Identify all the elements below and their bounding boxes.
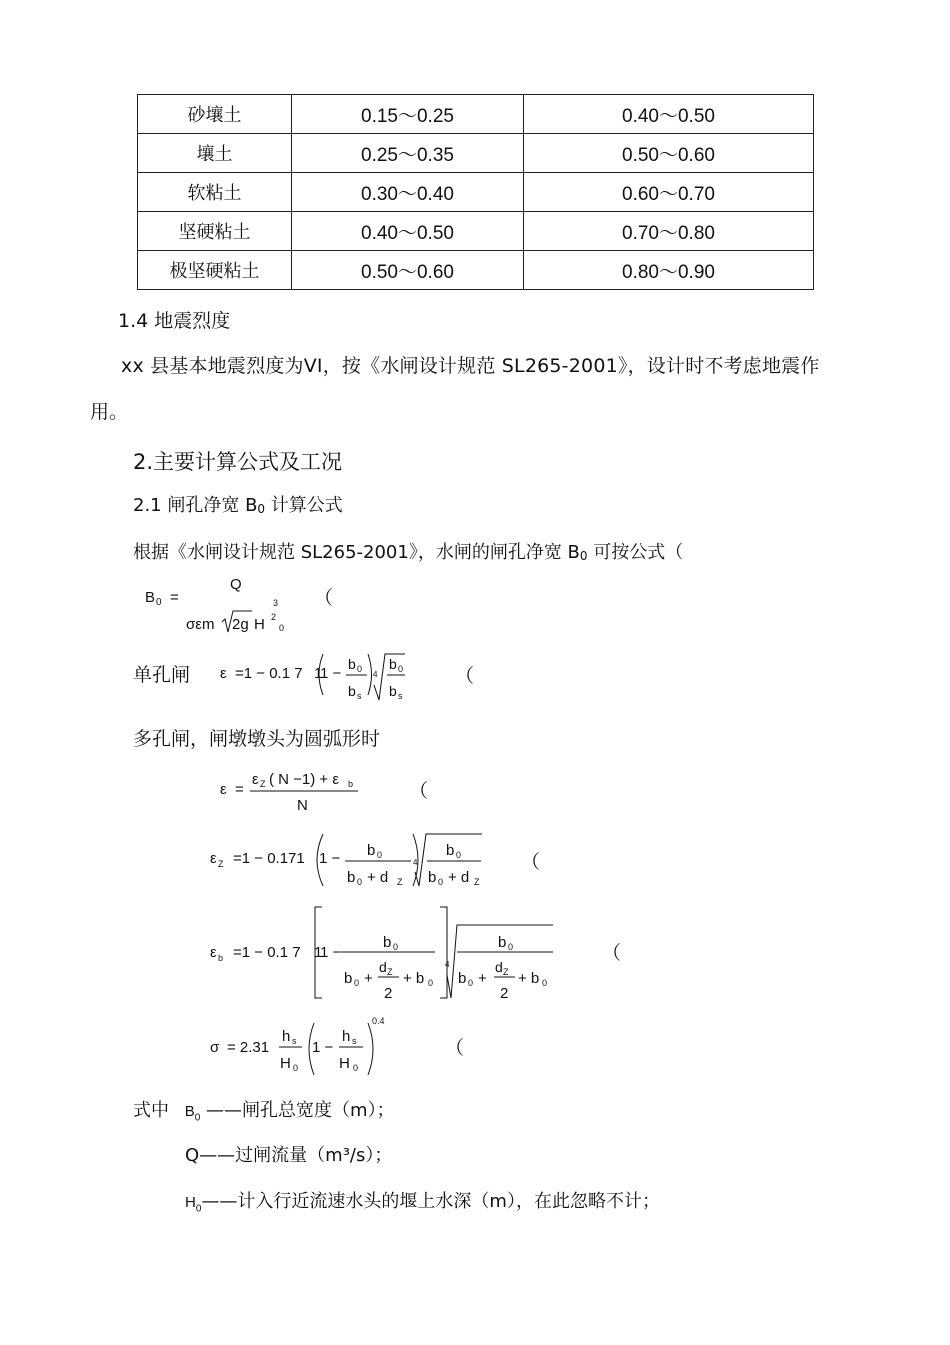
svg-text:b: b <box>458 970 467 987</box>
svg-text:b: b <box>348 656 356 672</box>
table-row <box>138 134 814 173</box>
definition-b0: 式中 $B_0$ ——闸孔总宽度（m）； <box>133 1100 395 1124</box>
coefficient-range-cell-2: 0.60～0.70 <box>524 173 814 212</box>
svg-text:Z: Z <box>260 779 266 789</box>
section-2-1-intro: 根据《水闸设计规范 SL265-2001》，水闸的闸孔净宽 $B_0$ 可按公式（ <box>133 542 684 563</box>
svg-text:0: 0 <box>156 597 162 608</box>
svg-text:1 −: 1 − <box>312 1039 334 1056</box>
svg-text:1 −: 1 − <box>320 665 342 682</box>
single-hole-label: 单孔闸 <box>133 664 191 686</box>
svg-text:s: s <box>292 1036 297 1046</box>
formula-sigma <box>205 1012 405 1077</box>
svg-text:b: b <box>347 869 356 886</box>
svg-text:b: b <box>389 656 397 672</box>
svg-text:H: H <box>280 1055 291 1072</box>
svg-text:=1 − 0.1 7: =1 − 0.1 7 <box>235 665 303 682</box>
svg-text:Z: Z <box>218 859 224 869</box>
formula-epsilon-single <box>215 645 415 705</box>
svg-text:=1 − 0.171: =1 − 0.171 <box>233 850 305 867</box>
svg-text:0: 0 <box>508 942 514 952</box>
svg-text:s: s <box>357 691 362 701</box>
svg-text:b: b <box>446 842 455 859</box>
svg-text:4: 4 <box>413 858 418 867</box>
coefficient-range-cell-2: 0.50～0.60 <box>524 134 814 173</box>
svg-text:=: = <box>170 589 179 606</box>
svg-text:+ d: + d <box>367 869 389 886</box>
svg-text:0: 0 <box>357 664 363 674</box>
svg-text:0: 0 <box>279 623 285 633</box>
svg-text:1 −: 1 − <box>320 944 342 961</box>
soil-type-cell: 砂壤土 <box>138 95 292 134</box>
svg-text:1: 1 <box>314 944 323 961</box>
svg-text:σ: σ <box>210 1039 220 1056</box>
coefficient-range-cell-2: 0.40～0.50 <box>524 95 814 134</box>
coefficient-range-cell: 0.50～0.60 <box>292 251 524 290</box>
formula-epsilon-b-paren: （ <box>602 942 622 964</box>
svg-text:0: 0 <box>428 978 434 988</box>
formula-sigma-paren: （ <box>445 1037 465 1059</box>
svg-text:h: h <box>282 1028 291 1045</box>
svg-text:Z: Z <box>474 877 480 887</box>
svg-text:H: H <box>254 616 265 633</box>
svg-text:0: 0 <box>357 877 363 887</box>
svg-text:Z: Z <box>387 967 393 977</box>
formula-epsilon-z <box>205 830 495 892</box>
svg-text:ε: ε <box>210 944 217 961</box>
svg-text:+ d: + d <box>448 869 470 886</box>
coefficient-range-cell-2: 0.80～0.90 <box>524 251 814 290</box>
svg-text:+: + <box>364 970 373 987</box>
definition-h0: $H_0——$计入行近流速水头的堰上水深（m），在此忽略不计； <box>185 1191 660 1215</box>
section-heading-1-4: 1.4 地震烈度 <box>118 310 231 332</box>
svg-text:s: s <box>352 1036 357 1046</box>
table-row <box>138 251 814 290</box>
svg-text:2g: 2g <box>232 616 249 633</box>
svg-text:2: 2 <box>500 985 509 1002</box>
svg-text:b: b <box>348 779 354 789</box>
svg-text:= 2.31: = 2.31 <box>227 1039 270 1056</box>
formula-epsilon-multi-paren: （ <box>409 780 429 802</box>
coefficient-range-cell: 0.30～0.40 <box>292 173 524 212</box>
formula-b0-paren: （ <box>314 587 334 609</box>
table-row <box>138 173 814 212</box>
svg-text:b: b <box>498 934 507 951</box>
svg-text:2: 2 <box>384 985 393 1002</box>
svg-text:b: b <box>367 842 376 859</box>
svg-text:+ b: + b <box>518 970 540 987</box>
svg-text:0: 0 <box>377 850 383 860</box>
svg-text:4: 4 <box>445 960 450 969</box>
formula-b0 <box>140 572 340 642</box>
soil-type-cell: 壤土 <box>138 134 292 173</box>
coefficient-range-cell: 0.25～0.35 <box>292 134 524 173</box>
svg-text:1: 1 <box>314 665 323 682</box>
svg-text:s: s <box>398 691 403 701</box>
soil-coefficient-table <box>137 94 814 290</box>
svg-text:3: 3 <box>273 598 279 608</box>
svg-text:+ b: + b <box>403 970 425 987</box>
svg-text:σεm: σεm <box>186 616 215 633</box>
formula-epsilon-multi <box>215 765 375 820</box>
formula-epsilon-single-paren: （ <box>455 665 475 687</box>
multi-hole-label: 多孔闸，闸墩墩头为圆弧形时 <box>133 728 381 750</box>
formula-epsilon-b <box>205 903 565 1003</box>
svg-text:=1 − 0.1 7: =1 − 0.1 7 <box>233 944 301 961</box>
svg-text:2: 2 <box>271 612 277 622</box>
svg-text:Z: Z <box>503 967 509 977</box>
svg-text:ε: ε <box>252 771 259 788</box>
svg-text:1 −: 1 − <box>319 850 341 867</box>
svg-text:b: b <box>218 953 224 963</box>
soil-type-cell: 软粘土 <box>138 173 292 212</box>
svg-text:H: H <box>339 1055 350 1072</box>
svg-text:h: h <box>342 1028 351 1045</box>
svg-text:b: b <box>389 683 397 699</box>
svg-text:0: 0 <box>438 877 444 887</box>
svg-text:N: N <box>297 797 308 814</box>
svg-text:Z: Z <box>397 877 403 887</box>
svg-text:4: 4 <box>373 670 378 679</box>
svg-text:=: = <box>235 781 244 798</box>
svg-text:b: b <box>428 869 437 886</box>
svg-text:0: 0 <box>398 664 404 674</box>
section-1-4-paragraph-line2: 用。 <box>90 401 129 423</box>
table-row <box>138 95 814 134</box>
svg-text:0.4: 0.4 <box>372 1016 385 1026</box>
table-row <box>138 212 814 251</box>
svg-text:b: b <box>344 970 353 987</box>
section-heading-2-1: 2.1 闸孔净宽 $B_0$ 计算公式 <box>133 495 343 516</box>
svg-text:0: 0 <box>468 978 474 988</box>
soil-type-cell: 坚硬粘土 <box>138 212 292 251</box>
svg-text:+: + <box>478 970 487 987</box>
svg-text:b: b <box>383 934 392 951</box>
section-1-4-paragraph-line1: xx 县基本地震烈度为VI，按《水闸设计规范 SL265-2001》，设计时不考虑地震作 <box>121 355 820 377</box>
svg-text:ε: ε <box>210 850 217 867</box>
svg-text:b: b <box>348 683 356 699</box>
svg-text:Q: Q <box>230 576 242 593</box>
svg-text:ε: ε <box>220 781 227 798</box>
svg-text:d: d <box>379 959 387 975</box>
coefficient-range-cell-2: 0.70～0.80 <box>524 212 814 251</box>
svg-text:0: 0 <box>542 978 548 988</box>
svg-text:0: 0 <box>293 1063 299 1073</box>
svg-text:0: 0 <box>456 850 462 860</box>
coefficient-range-cell: 0.40～0.50 <box>292 212 524 251</box>
svg-text:d: d <box>495 959 503 975</box>
section-heading-2: 2.主要计算公式及工况 <box>133 450 343 474</box>
svg-text:( N −1) + ε: ( N −1) + ε <box>269 771 340 788</box>
definition-q: Q——过闸流量（m³/s）； <box>185 1145 393 1166</box>
svg-text:0: 0 <box>354 978 360 988</box>
svg-text:0: 0 <box>393 942 399 952</box>
svg-text:0: 0 <box>353 1063 359 1073</box>
coefficient-range-cell: 0.15～0.25 <box>292 95 524 134</box>
formula-epsilon-z-paren: （ <box>521 851 541 873</box>
svg-text:ε: ε <box>220 665 227 682</box>
soil-type-cell: 极坚硬粘土 <box>138 251 292 290</box>
svg-text:B: B <box>145 589 156 606</box>
